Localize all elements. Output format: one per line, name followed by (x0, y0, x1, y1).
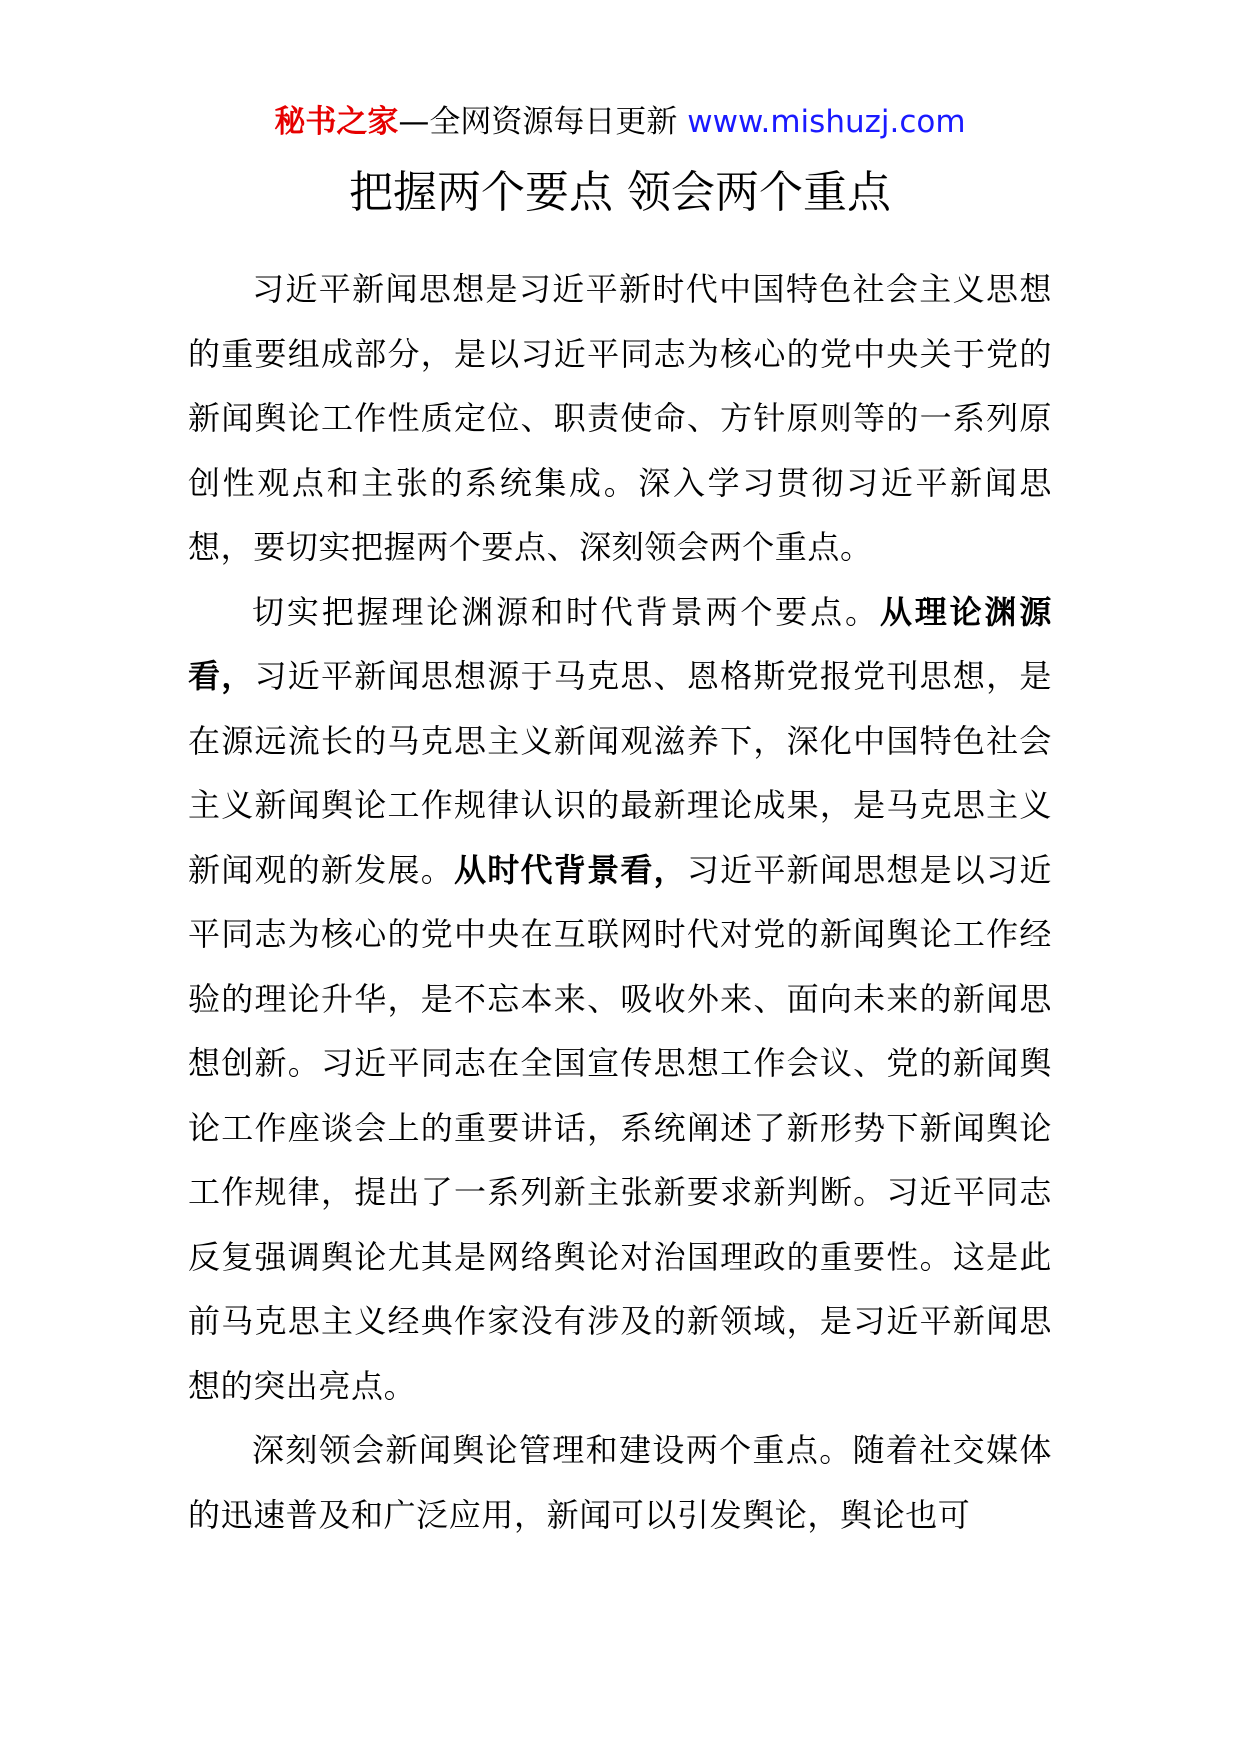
bold-lead-theory: 从理论渊源看， (188, 592, 1052, 695)
document-title: 把握两个要点 领会两个重点 (349, 167, 891, 218)
paragraph-2-theory-text: 习近平新闻思想源于马克思、恩格斯党报党刊思想，是在源远流长的马克思主义新闻观滋养下，深化中国特色社会主义新闻舆论工作规律认识的最新理论成果，是马克思主义新闻观的新发展。 (188, 657, 1052, 889)
site-header (0, 100, 1240, 144)
paragraph-2-era-text: 习近平新闻思想是以习近平同志为核心的党中央在互联网时代对党的新闻舆论工作经验的理论升华，是不忘本来、吸收外来、面向未来的新闻思想创新。习近平同志在全国宣传思想工作会议、党的新闻舆论工作座谈会上的重要讲话，系统阐述了新形势下新闻舆论工作规律，提出了一系列新主张新要求新判断。习近平同志反复强调舆论尤其是网络舆论对治国理政的重要性。这是此前马克思主义经典作家没有涉及的新领域，是习近平新闻思想的突出亮点。 (188, 850, 1052, 1405)
document-body (188, 257, 1052, 1547)
header-slogan: —全网资源每日更新 (398, 104, 688, 140)
paragraph-2-intro: 切实把握理论渊源和时代背景两个要点。 (252, 592, 880, 631)
brand-name: 秘书之家 (274, 104, 399, 140)
bold-lead-era: 从时代背景看， (454, 850, 687, 889)
site-url-link[interactable]: www.mishuzj.com (687, 104, 966, 140)
paragraph-1: 习近平新闻思想是习近平新时代中国特色社会主义思想的重要组成部分，是以习近平同志为核心的党中央关于党的新闻舆论工作性质定位、职责使命、方针原则等的一系列原创性观点和主张的系统集成。深入学习贯彻习近平新闻思想，要切实把握两个要点、深刻领会两个重点。 (188, 270, 1052, 566)
paragraph-2 (188, 580, 1052, 1419)
paragraph-3: 深刻领会新闻舆论管理和建设两个重点。随着社交媒体的迅速普及和广泛应用，新闻可以引发舆论，舆论也可 (188, 1431, 1052, 1534)
